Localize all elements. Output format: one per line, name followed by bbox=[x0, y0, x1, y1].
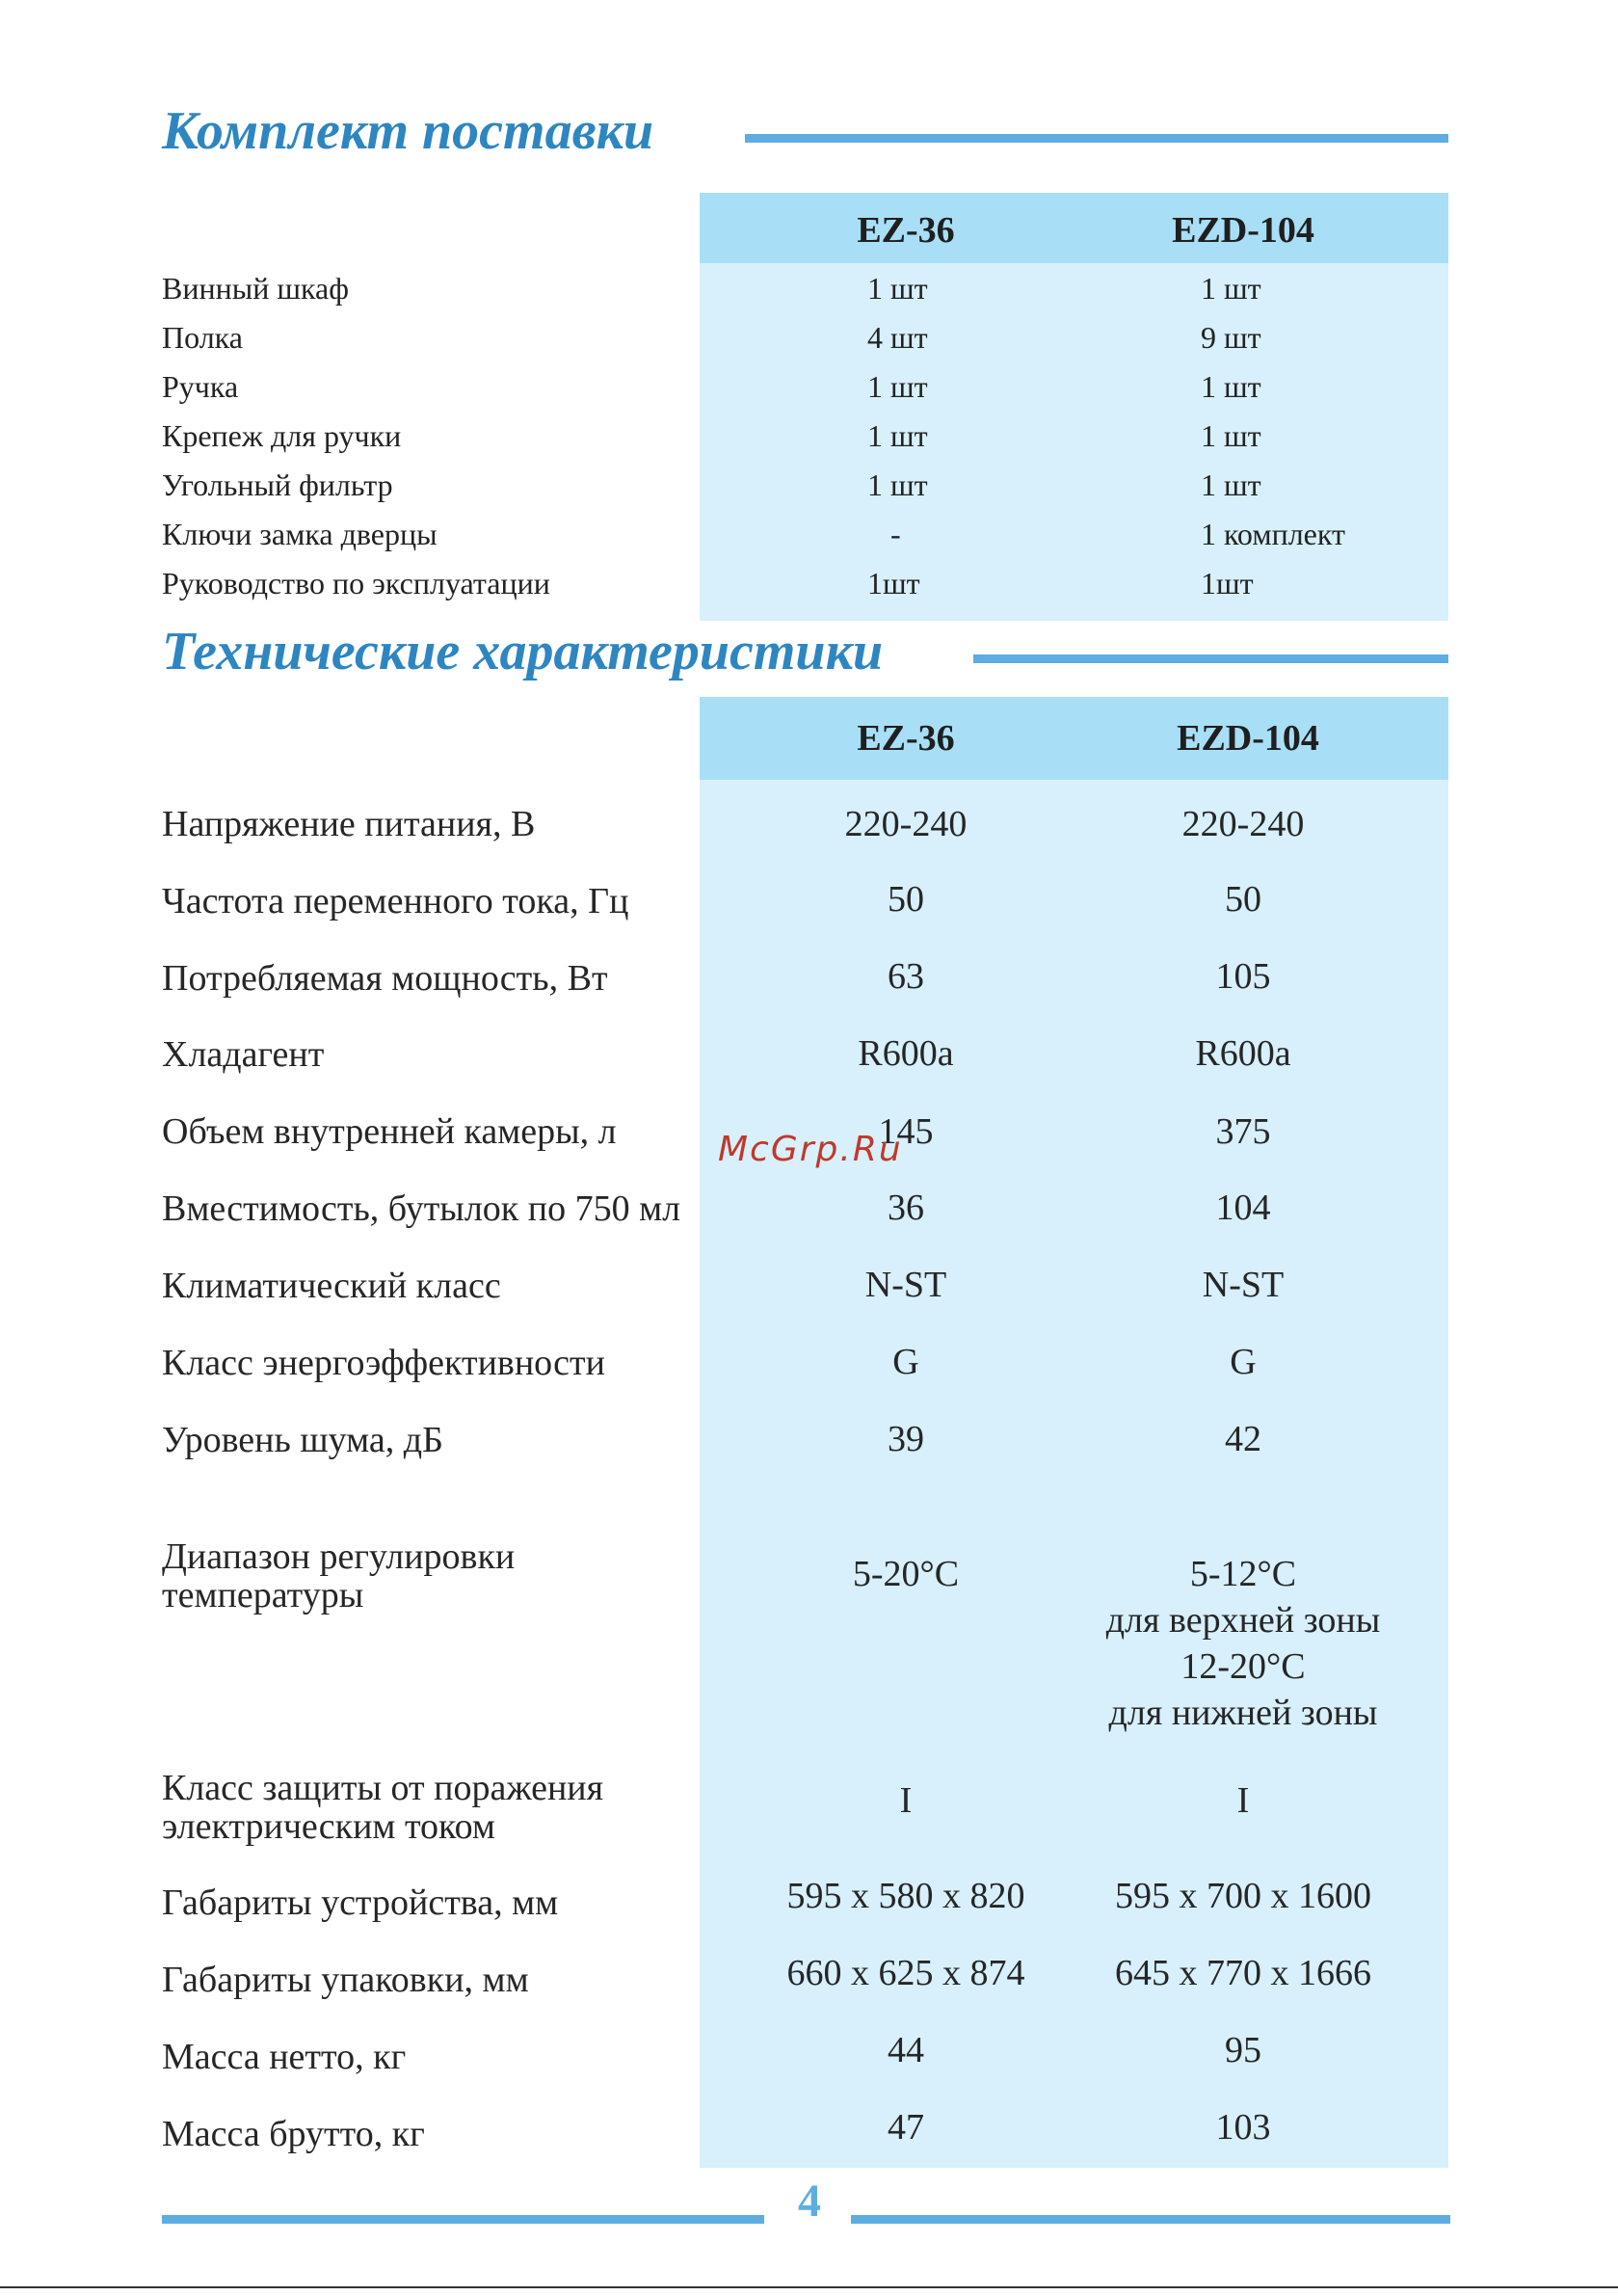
value-ez36: I bbox=[899, 1780, 913, 1821]
row-label: Климатический класс bbox=[162, 1266, 501, 1306]
value-line: 5-12°C bbox=[1189, 1554, 1297, 1594]
value-ez36: 220-240 bbox=[844, 804, 968, 844]
value-ez36: G bbox=[892, 1342, 919, 1382]
section-title-package: Комплект поставки bbox=[162, 101, 654, 161]
value-ez36: 1 шт bbox=[867, 369, 928, 404]
row-label-line: электрическим током bbox=[162, 1806, 495, 1847]
value-ezd104: 375 bbox=[1215, 1111, 1271, 1152]
value-ez36: R600a bbox=[858, 1033, 954, 1074]
row-label: Ручка bbox=[162, 369, 239, 404]
value-line: 12-20°C bbox=[1180, 1646, 1306, 1687]
row-label bbox=[162, 1769, 603, 1846]
value-ezd104: 1 шт bbox=[1201, 271, 1261, 306]
value-line: для верхней зоны bbox=[1105, 1600, 1381, 1641]
value-ezd104: 1 комплект bbox=[1201, 517, 1345, 551]
row-label: Габариты упаковки, мм bbox=[162, 1960, 529, 2000]
value-ezd104: 1 шт bbox=[1201, 418, 1261, 453]
row-label: Масса нетто, кг bbox=[162, 2037, 407, 2077]
value-ez36: 595 x 580 x 820 bbox=[786, 1876, 1025, 1916]
value-ez36: 1 шт bbox=[867, 467, 928, 502]
value-ezd104: 1шт bbox=[1201, 566, 1254, 601]
row-label: Полка bbox=[162, 320, 243, 355]
row-label bbox=[162, 1537, 515, 1615]
row-label: Вместимость, бутылок по 750 мл bbox=[162, 1188, 681, 1229]
footer-rule-right bbox=[851, 2215, 1450, 2224]
value-ez36: 63 bbox=[888, 956, 924, 997]
value-ez36: 39 bbox=[888, 1419, 924, 1459]
value-ezd104: G bbox=[1230, 1342, 1257, 1382]
value-ezd104: 95 bbox=[1225, 2030, 1261, 2070]
value-ez36: 50 bbox=[888, 879, 924, 920]
row-label: Хладагент bbox=[162, 1034, 325, 1075]
title-rule bbox=[973, 654, 1448, 663]
column-header-ez36: EZ-36 bbox=[857, 718, 955, 759]
column-header-ezd104: EZD-104 bbox=[1172, 210, 1314, 251]
value-ez36: 44 bbox=[888, 2030, 924, 2070]
section-title-specs: Технические характеристики bbox=[162, 622, 884, 681]
row-label-line: Класс защиты от поражения bbox=[162, 1768, 604, 1808]
row-label: Потребляемая мощность, Вт bbox=[162, 958, 608, 999]
page-edge-line bbox=[0, 2286, 1618, 2288]
value-ez36: 1 шт bbox=[867, 418, 928, 453]
value-ezd104: 103 bbox=[1215, 2107, 1271, 2148]
column-header-ezd104: EZD-104 bbox=[1177, 718, 1319, 759]
value-ezd104: 645 x 770 x 1666 bbox=[1115, 1953, 1371, 1993]
value-ez36: 4 шт bbox=[867, 320, 928, 355]
value-ezd104: 50 bbox=[1225, 879, 1261, 920]
value-ez36: 145 bbox=[878, 1111, 934, 1152]
value-ezd104: N-ST bbox=[1202, 1265, 1285, 1305]
row-label: Крепеж для ручки bbox=[162, 418, 402, 453]
value-ezd104: 105 bbox=[1215, 956, 1271, 997]
row-label: Угольный фильтр bbox=[162, 467, 393, 502]
row-label: Частота переменного тока, Гц bbox=[162, 881, 629, 921]
value-ezd104 bbox=[1060, 1551, 1426, 1736]
value-ez36: 1 шт bbox=[867, 271, 928, 306]
value-ezd104: 595 x 700 x 1600 bbox=[1115, 1876, 1371, 1916]
value-ez36: 36 bbox=[888, 1188, 924, 1228]
value-ez36: 5-20°C bbox=[852, 1554, 960, 1594]
footer-rule-left bbox=[162, 2215, 764, 2224]
value-ez36: 1шт bbox=[867, 566, 920, 601]
title-rule bbox=[745, 134, 1448, 143]
value-ezd104: 1 шт bbox=[1201, 467, 1261, 502]
row-label-line: температуры bbox=[162, 1575, 364, 1615]
value-ez36: - bbox=[890, 517, 901, 551]
value-ezd104: 1 шт bbox=[1201, 369, 1261, 404]
value-ezd104: 220-240 bbox=[1181, 804, 1305, 844]
value-ezd104: 104 bbox=[1215, 1188, 1271, 1228]
value-line: для нижней зоны bbox=[1108, 1693, 1378, 1733]
value-ezd104: I bbox=[1236, 1780, 1250, 1821]
row-label: Уровень шума, дБ bbox=[162, 1420, 443, 1460]
value-ezd104: 42 bbox=[1225, 1419, 1261, 1459]
value-ez36: 660 x 625 x 874 bbox=[786, 1953, 1025, 1993]
row-label: Габариты устройства, мм bbox=[162, 1882, 559, 1923]
row-label: Класс энергоэффективности bbox=[162, 1343, 605, 1383]
column-header-ez36: EZ-36 bbox=[857, 210, 955, 251]
value-ez36: 47 bbox=[888, 2107, 924, 2148]
value-ez36: N-ST bbox=[864, 1265, 947, 1305]
value-ezd104: R600a bbox=[1195, 1033, 1291, 1074]
row-label: Винный шкаф bbox=[162, 271, 349, 306]
row-label: Масса брутто, кг bbox=[162, 2114, 425, 2154]
watermark: McGrp.Ru bbox=[718, 1130, 903, 1169]
page-number: 4 bbox=[798, 2176, 821, 2227]
row-label: Ключи замка дверцы bbox=[162, 517, 438, 551]
row-label: Руководство по эксплуатации bbox=[162, 566, 550, 601]
value-ezd104: 9 шт bbox=[1201, 320, 1261, 355]
row-label: Объем внутренней камеры, л bbox=[162, 1111, 617, 1152]
row-label-line: Диапазон регулировки bbox=[162, 1536, 516, 1577]
row-label: Напряжение питания, В bbox=[162, 804, 536, 844]
